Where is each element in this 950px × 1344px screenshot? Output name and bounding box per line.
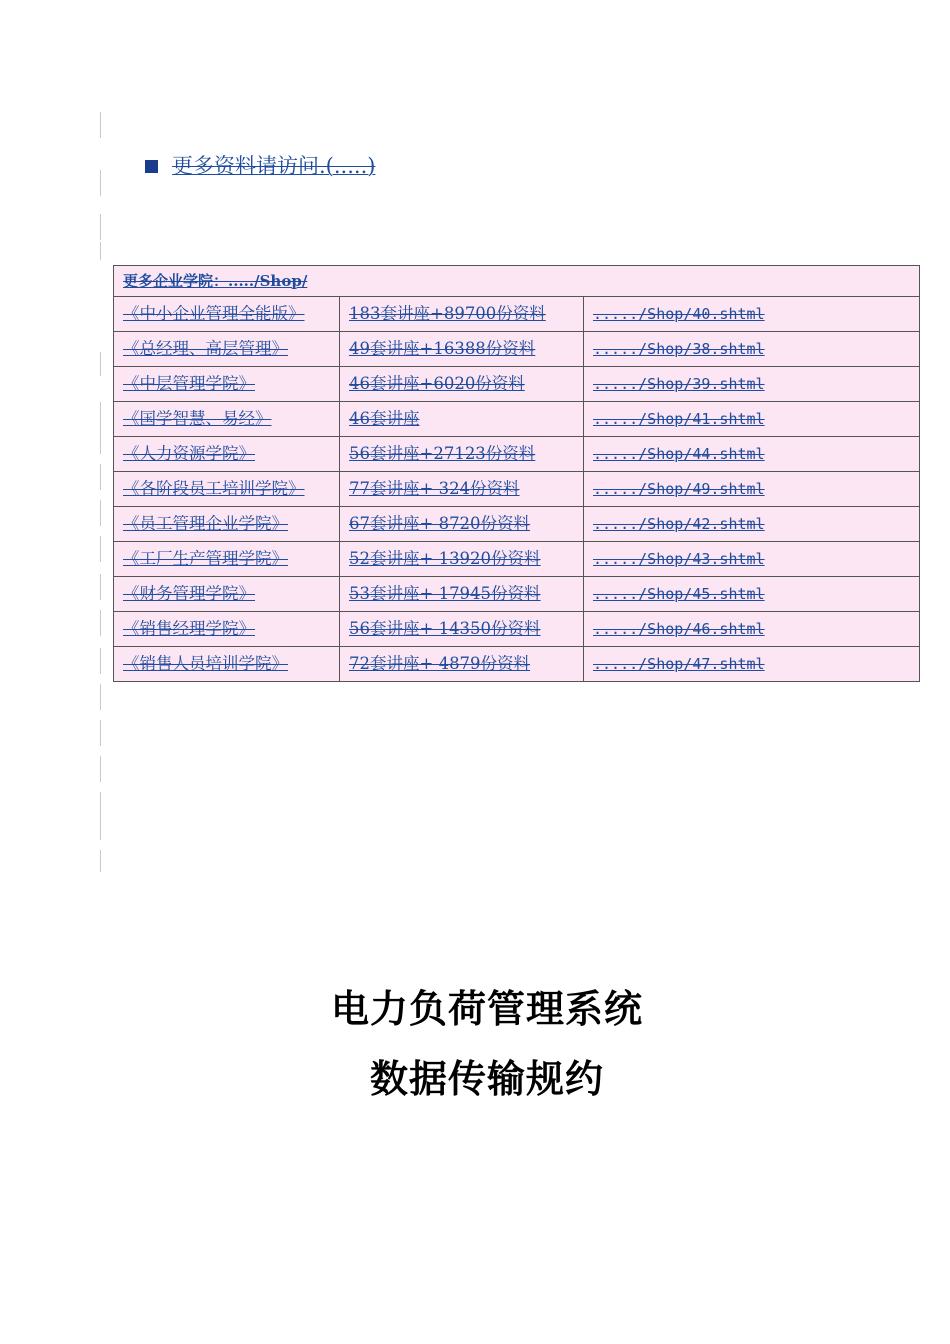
course-name-link[interactable]: 《员工管理企业学院》 bbox=[114, 507, 340, 542]
course-url-link[interactable]: ...../Shop/44.shtml bbox=[584, 437, 920, 472]
course-desc-link[interactable]: 67套讲座+ 8720份资料 bbox=[340, 507, 584, 542]
table-row bbox=[114, 577, 920, 612]
course-name-link[interactable]: 《中层管理学院》 bbox=[114, 367, 340, 402]
course-desc-link[interactable]: 56套讲座+27123份资料 bbox=[340, 437, 584, 472]
course-name-link[interactable]: 《财务管理学院》 bbox=[114, 577, 340, 612]
table-row bbox=[114, 507, 920, 542]
table-row bbox=[114, 297, 920, 332]
promo-line bbox=[145, 150, 375, 180]
table-row bbox=[114, 332, 920, 367]
course-desc-link[interactable]: 46套讲座 bbox=[340, 402, 584, 437]
table-row bbox=[114, 367, 920, 402]
table-row bbox=[114, 612, 920, 647]
course-desc-link[interactable]: 46套讲座+6020份资料 bbox=[340, 367, 584, 402]
course-desc-link[interactable]: 183套讲座+89700份资料 bbox=[340, 297, 584, 332]
course-name-link[interactable]: 《各阶段员工培训学院》 bbox=[114, 472, 340, 507]
course-url-link[interactable]: ...../Shop/45.shtml bbox=[584, 577, 920, 612]
course-name-link[interactable]: 《销售经理学院》 bbox=[114, 612, 340, 647]
course-desc-link[interactable]: 53套讲座+ 17945份资料 bbox=[340, 577, 584, 612]
course-url-link[interactable]: ...../Shop/49.shtml bbox=[584, 472, 920, 507]
course-desc-link[interactable]: 77套讲座+ 324份资料 bbox=[340, 472, 584, 507]
course-url-link[interactable]: ...../Shop/47.shtml bbox=[584, 647, 920, 682]
course-desc-link[interactable]: 56套讲座+ 14350份资料 bbox=[340, 612, 584, 647]
table-header-row bbox=[114, 266, 920, 297]
promo-link[interactable]: 更多资料请访问.(.....) bbox=[172, 154, 376, 178]
course-desc-link[interactable]: 52套讲座+ 13920份资料 bbox=[340, 542, 584, 577]
course-desc-link[interactable]: 49套讲座+16388份资料 bbox=[340, 332, 584, 367]
course-name-link[interactable]: 《工厂生产管理学院》 bbox=[114, 542, 340, 577]
document-title-line2: 数据传输规约 bbox=[369, 1057, 604, 1101]
table-row bbox=[114, 472, 920, 507]
course-url-link[interactable]: ...../Shop/39.shtml bbox=[584, 367, 920, 402]
table-row bbox=[114, 402, 920, 437]
course-desc-link[interactable]: 72套讲座+ 4879份资料 bbox=[340, 647, 584, 682]
course-url-link[interactable]: ...../Shop/42.shtml bbox=[584, 507, 920, 542]
table-row bbox=[114, 437, 920, 472]
course-name-link[interactable]: 《总经理、高层管理》 bbox=[114, 332, 340, 367]
table-row bbox=[114, 647, 920, 682]
course-name-link[interactable]: 《国学智慧、易经》 bbox=[114, 402, 340, 437]
table-row bbox=[114, 542, 920, 577]
course-url-link[interactable]: ...../Shop/43.shtml bbox=[584, 542, 920, 577]
square-bullet-icon bbox=[145, 160, 158, 173]
document-title-line1: 电力负荷管理系统 bbox=[330, 987, 643, 1031]
course-url-link[interactable]: ...../Shop/38.shtml bbox=[584, 332, 920, 367]
table-header-link[interactable]: 更多企业学院：...../Shop/ bbox=[114, 266, 920, 297]
margin-marks bbox=[100, 112, 102, 872]
course-url-link[interactable]: ...../Shop/46.shtml bbox=[584, 612, 920, 647]
course-name-link[interactable]: 《人力资源学院》 bbox=[114, 437, 340, 472]
course-url-link[interactable]: ...../Shop/41.shtml bbox=[584, 402, 920, 437]
academy-links-table bbox=[113, 265, 920, 682]
course-url-link[interactable]: ...../Shop/40.shtml bbox=[584, 297, 920, 332]
course-name-link[interactable]: 《销售人员培训学院》 bbox=[114, 647, 340, 682]
course-name-link[interactable]: 《中小企业管理全能版》 bbox=[114, 297, 340, 332]
